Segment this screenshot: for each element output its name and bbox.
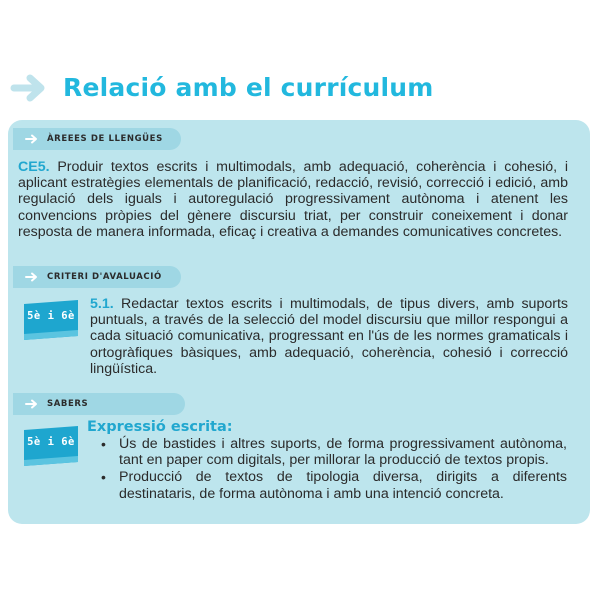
criterion-text (90, 296, 568, 377)
sabers-list (95, 436, 567, 503)
grade-badge (22, 298, 80, 342)
grade-badge (22, 424, 80, 468)
tab-criteri-avaluacio (13, 266, 181, 288)
tab-label: CRITERI D'AVALUACIÓ (47, 272, 162, 282)
arrow-right-icon (25, 134, 39, 144)
arrow-right-icon (25, 272, 39, 282)
page-title: Relació amb el currículum (63, 73, 434, 102)
tab-label: ÀREEES DE LLENGÜES (47, 134, 163, 144)
arrow-right-icon (25, 399, 39, 409)
tab-label: SABERS (47, 399, 89, 409)
competence-code: CE5. (18, 159, 50, 175)
section-header (8, 68, 598, 108)
tab-sabers (13, 393, 185, 415)
arrow-right-icon (10, 73, 50, 103)
badge-label: 5è i 6è (27, 436, 75, 448)
tab-arees-llengues (13, 128, 181, 150)
competence-description: Produir textos escrits i multimodals, amb adequació, coherència i cohesió, i aplicant estratègies elementals de planificació, redacció, revisió, correcció i edició, amb regulació dels iguals i autoregulació progressivament autònoma i atenent les convencions pròpies del gènere discursiu triat, per construir coneixement i donar resposta de manera informada, eficaç i creativa a demandes comunicatives concretes. (18, 159, 568, 240)
list-item: • Ús de bastides i altres suports, de forma progressivament autònoma, tant en paper com digitals, per millorar la producció de textos propis. (95, 436, 567, 468)
criterion-description: Redactar textos escrits i multimodals, de tipus divers, amb suports puntuals, a través de la selecció del model discursiu que millor respongui a cada situació comunicativa, progressant en l'ús de les normes gramaticals i ortogràfiques bàsiques, amb adequació, coherència, cohesió i correcció lingüística. (90, 296, 568, 377)
criterion-code: 5.1. (90, 296, 114, 312)
list-item: • Producció de textos de tipologia diversa, dirigits a diferents destinataris, de forma autònoma i amb una intenció concreta. (95, 469, 567, 501)
sabers-heading: Expressió escrita: (87, 419, 233, 435)
badge-label: 5è i 6è (27, 310, 75, 322)
competence-text (18, 159, 568, 240)
